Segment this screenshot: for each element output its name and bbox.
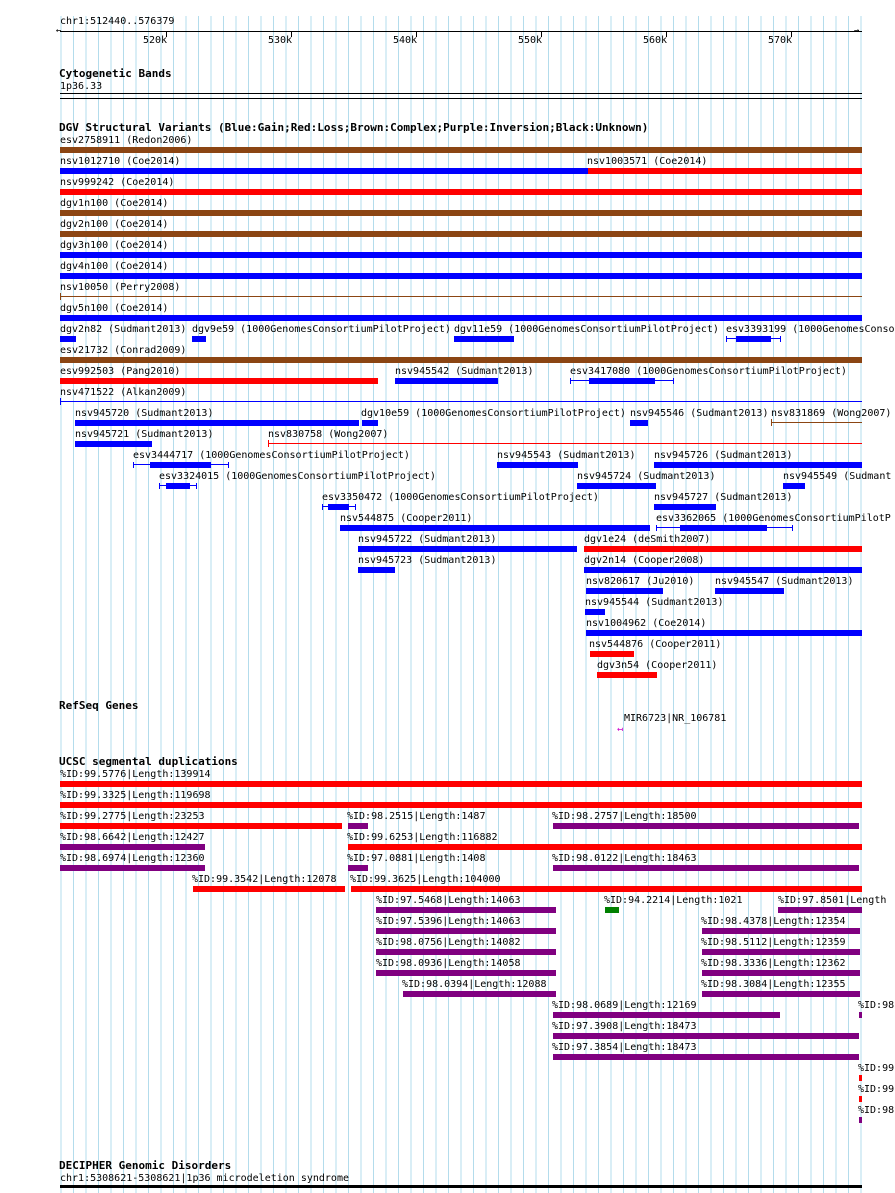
dgv-feature-label[interactable]: nsv945726 (Sudmant2013) — [654, 450, 793, 461]
segdup-feature-bar[interactable] — [348, 865, 368, 871]
dgv-feature-whisker-cap — [726, 336, 727, 342]
dgv-feature-bar[interactable] — [150, 462, 211, 468]
segdup-feature-label[interactable]: %ID:94.2214|Length:1021 — [604, 895, 743, 906]
segdup-feature-bar[interactable] — [778, 907, 862, 913]
segdup-feature-bar[interactable] — [553, 1012, 780, 1018]
dgv-feature-label[interactable]: nsv945546 (Sudmant2013) — [630, 408, 769, 419]
segdup-feature-bar[interactable] — [60, 802, 862, 808]
cytoband-bar-top — [60, 93, 862, 94]
dgv-feature-label[interactable]: esv3444717 (1000GenomesConsortiumPilotProject) — [133, 450, 410, 461]
dgv-feature-bar[interactable] — [192, 336, 206, 342]
ruler-left-arrow-icon[interactable]: ← — [56, 26, 62, 36]
segdup-feature-label[interactable]: %ID:97.3908|Length:18473 — [552, 1021, 697, 1032]
dgv-feature-label[interactable]: dgv11e59 (1000GenomesConsortiumPilotProject) — [454, 324, 719, 335]
ruler-right-arrow-icon[interactable]: → — [854, 26, 860, 36]
dgv-feature-label[interactable]: esv3393199 (1000GenomesConso — [726, 324, 895, 335]
dgv-feature-label[interactable]: esv3350472 (1000GenomesConsortiumPilotProject) — [322, 492, 599, 503]
segdup-feature-bar[interactable] — [553, 1054, 859, 1060]
dgv-feature-label[interactable]: dgv1n100 (Coe2014) — [60, 198, 169, 209]
segdup-feature-bar[interactable] — [193, 886, 345, 892]
dgv-feature-bar-end — [771, 419, 772, 426]
dgv-feature-bar[interactable] — [586, 588, 663, 594]
segdup-feature-label[interactable]: %ID:99.3542|Length:12078 — [192, 874, 337, 885]
segdup-feature-label[interactable]: %ID:98.4378|Length:12354 — [701, 916, 846, 927]
dgv-feature-label[interactable]: nsv820617 (Ju2010) — [586, 576, 695, 587]
dgv-feature-whisker-cap — [133, 462, 134, 468]
dgv-feature-label[interactable]: nsv945544 (Sudmant2013) — [585, 597, 724, 608]
dgv-feature-bar[interactable] — [630, 420, 648, 426]
segdup-feature-label[interactable]: %ID:98.0936|Length:14058 — [376, 958, 521, 969]
ruler-tick-label: 570k — [768, 35, 793, 46]
dgv-feature-bar[interactable] — [577, 483, 656, 489]
dgv-feature-label[interactable]: nsv830758 (Wong2007) — [268, 429, 389, 440]
dgv-feature-bar[interactable] — [60, 168, 588, 174]
ruler-position-label: chr1:512440..576379 — [60, 16, 175, 27]
segdup-feature-label[interactable]: %ID:98.3336|Length:12362 — [701, 958, 846, 969]
dgv-track-title[interactable]: DGV Structural Variants (Blue:Gain;Red:Loss;Brown:Complex;Purple:Inversion;Black:Unknown) — [59, 121, 649, 134]
segdup-feature-bar[interactable] — [60, 844, 205, 850]
dgv-feature-bar[interactable] — [454, 336, 514, 342]
dgv-feature-label[interactable]: esv21732 (Conrad2009) — [60, 345, 187, 356]
dgv-feature-label[interactable]: nsv945542 (Sudmant2013) — [395, 366, 534, 377]
dgv-feature-bar[interactable] — [654, 504, 716, 510]
segdup-feature-bar[interactable] — [60, 823, 342, 829]
dgv-feature-whisker-cap — [322, 504, 323, 510]
segdup-feature-label[interactable]: %ID:97.3854|Length:18473 — [552, 1042, 697, 1053]
segdup-feature-bar[interactable] — [376, 928, 556, 934]
dgv-feature-bar[interactable] — [268, 443, 862, 444]
segdup-feature-label[interactable]: %ID:97.5468|Length:14063 — [376, 895, 521, 906]
dgv-feature-label[interactable]: dgv2n14 (Cooper2008) — [584, 555, 705, 566]
segdup-feature-label[interactable]: %ID:99.2775|Length:23253 — [60, 811, 205, 822]
segdup-feature-label[interactable]: %ID:98 — [858, 1000, 895, 1011]
dgv-feature-label[interactable]: nsv10050 (Perry2008) — [60, 282, 181, 293]
dgv-feature-label[interactable]: nsv1012710 (Coe2014) — [60, 156, 181, 167]
cytoband-track-title[interactable]: Cytogenetic Bands — [59, 67, 172, 80]
segdup-feature-bar[interactable] — [702, 928, 860, 934]
segdup-feature-label[interactable]: %ID:98.0689|Length:12169 — [552, 1000, 697, 1011]
segdup-feature-bar[interactable] — [553, 823, 859, 829]
dgv-feature-label[interactable]: nsv945549 (Sudmant — [783, 471, 892, 482]
dgv-feature-whisker-cap — [159, 483, 160, 489]
segdup-feature-bar[interactable] — [348, 823, 368, 829]
segdup-track-title[interactable]: UCSC segmental duplications — [59, 755, 238, 768]
decipher-track-title[interactable]: DECIPHER Genomic Disorders — [59, 1159, 232, 1172]
segdup-feature-label[interactable]: %ID:99.3325|Length:119698 — [60, 790, 211, 801]
dgv-feature-label[interactable]: nsv1004962 (Coe2014) — [586, 618, 707, 629]
refseq-gene-label[interactable]: MIR6723|NR_106781 — [624, 713, 727, 724]
segdup-feature-bar[interactable] — [553, 865, 859, 871]
segdup-feature-bar[interactable] — [348, 844, 862, 850]
cytoband-label[interactable]: 1p36.33 — [60, 81, 103, 92]
ruler-tick-label: 540k — [393, 35, 418, 46]
segdup-feature-label[interactable]: %ID:97.8501|Length — [778, 895, 887, 906]
ruler-axis-line — [60, 31, 862, 32]
segdup-feature-bar[interactable] — [376, 907, 556, 913]
dgv-feature-label[interactable]: dgv5n100 (Coe2014) — [60, 303, 169, 314]
dgv-feature-label[interactable]: nsv945547 (Sudmant2013) — [715, 576, 854, 587]
dgv-feature-bar[interactable] — [60, 378, 378, 384]
dgv-feature-label[interactable]: dgv10e59 (1000GenomesConsortiumPilotProject) — [361, 408, 626, 419]
dgv-feature-bar[interactable] — [783, 483, 805, 489]
dgv-feature-whisker-cap — [355, 504, 356, 510]
segdup-feature-label[interactable]: %ID:97.5396|Length:14063 — [376, 916, 521, 927]
dgv-feature-bar[interactable] — [586, 630, 862, 636]
dgv-feature-bar[interactable] — [60, 231, 862, 237]
segdup-feature-bar[interactable] — [60, 781, 862, 787]
dgv-feature-bar[interactable] — [588, 168, 862, 174]
dgv-feature-bar[interactable] — [60, 189, 862, 195]
dgv-feature-bar[interactable] — [358, 567, 395, 573]
segdup-feature-bar[interactable] — [859, 1012, 862, 1018]
segdup-feature-label[interactable]: %ID:98.0122|Length:18463 — [552, 853, 697, 864]
dgv-feature-bar[interactable] — [597, 672, 657, 678]
dgv-feature-bar[interactable] — [715, 588, 784, 594]
dgv-feature-label[interactable]: nsv471522 (Alkan2009) — [60, 387, 187, 398]
segdup-feature-label[interactable]: %ID:99 — [858, 1063, 895, 1074]
dgv-feature-label[interactable]: nsv945727 (Sudmant2013) — [654, 492, 793, 503]
dgv-feature-label[interactable]: nsv544875 (Cooper2011) — [340, 513, 473, 524]
dgv-feature-bar[interactable] — [75, 420, 359, 426]
ruler-tick-label: 560k — [643, 35, 668, 46]
dgv-feature-bar[interactable] — [590, 651, 634, 657]
segdup-feature-bar[interactable] — [403, 991, 556, 997]
dgv-feature-bar[interactable] — [328, 504, 349, 510]
dgv-feature-bar[interactable] — [680, 525, 767, 531]
dgv-feature-label[interactable]: esv992503 (Pang2010) — [60, 366, 181, 377]
dgv-feature-label[interactable]: dgv4n100 (Coe2014) — [60, 261, 169, 272]
dgv-feature-bar[interactable] — [585, 609, 605, 615]
dgv-feature-label[interactable]: dgv1e24 (deSmith2007) — [584, 534, 711, 545]
segdup-feature-bar[interactable] — [702, 991, 860, 997]
dgv-feature-whisker-cap — [228, 462, 229, 468]
dgv-feature-whisker-cap — [673, 378, 674, 384]
segdup-feature-label[interactable]: %ID:99.6253|Length:116882 — [347, 832, 498, 843]
dgv-feature-label[interactable]: esv3362065 (1000GenomesConsortiumPilotP — [656, 513, 891, 524]
segdup-feature-label[interactable]: %ID:98.2515|Length:1487 — [347, 811, 486, 822]
decipher-feature-label[interactable]: chr1:5308621-5308621|1p36 microdeletion syndrome — [60, 1173, 349, 1184]
dgv-feature-whisker-cap — [196, 483, 197, 489]
dgv-feature-bar[interactable] — [358, 546, 577, 552]
segdup-feature-label[interactable]: %ID:98.6974|Length:12360 — [60, 853, 205, 864]
dgv-feature-label[interactable]: dgv2n82 (Sudmant2013) — [60, 324, 187, 335]
segdup-feature-label[interactable]: %ID:98.0394|Length:12088 — [402, 979, 547, 990]
dgv-feature-label[interactable]: esv3324015 (1000GenomesConsortiumPilotProject) — [159, 471, 436, 482]
dgv-feature-bar[interactable] — [654, 462, 862, 468]
dgv-feature-bar[interactable] — [497, 462, 578, 468]
segdup-feature-bar[interactable] — [605, 907, 619, 913]
segdup-feature-label[interactable]: %ID:97.0881|Length:1408 — [347, 853, 486, 864]
segdup-feature-label[interactable]: %ID:99.5776|Length:139914 — [60, 769, 211, 780]
segdup-feature-bar[interactable] — [859, 1117, 862, 1123]
segdup-feature-bar[interactable] — [351, 886, 862, 892]
dgv-feature-bar[interactable] — [75, 441, 152, 447]
dgv-feature-bar[interactable] — [584, 567, 862, 573]
segdup-feature-bar[interactable] — [376, 970, 556, 976]
segdup-feature-bar[interactable] — [702, 970, 860, 976]
dgv-feature-label[interactable]: dgv3n54 (Cooper2011) — [597, 660, 718, 671]
dgv-feature-label[interactable]: nsv544876 (Cooper2011) — [589, 639, 722, 650]
segdup-feature-bar[interactable] — [553, 1033, 859, 1039]
dgv-feature-label[interactable]: dgv9e59 (1000GenomesConsortiumPilotProject) — [192, 324, 451, 335]
ruler-tick-label: 530k — [268, 35, 293, 46]
segdup-feature-bar[interactable] — [702, 949, 860, 955]
dgv-feature-label[interactable]: nsv945543 (Sudmant2013) — [497, 450, 636, 461]
segdup-feature-label[interactable]: %ID:99.3625|Length:104000 — [350, 874, 501, 885]
dgv-feature-bar[interactable] — [60, 401, 862, 402]
dgv-feature-label[interactable]: nsv945722 (Sudmant2013) — [358, 534, 497, 545]
dgv-feature-label[interactable]: nsv945720 (Sudmant2013) — [75, 408, 214, 419]
dgv-feature-bar[interactable] — [395, 378, 498, 384]
ruler-tick-label: 520k — [143, 35, 168, 46]
segdup-feature-label[interactable]: %ID:98.3084|Length:12355 — [701, 979, 846, 990]
dgv-feature-label[interactable]: dgv2n100 (Coe2014) — [60, 219, 169, 230]
dgv-feature-bar[interactable] — [60, 210, 862, 216]
dgv-feature-whisker-cap — [792, 525, 793, 531]
segdup-feature-bar[interactable] — [376, 949, 556, 955]
dgv-feature-label[interactable]: dgv3n100 (Coe2014) — [60, 240, 169, 251]
dgv-feature-bar[interactable] — [60, 336, 76, 342]
dgv-feature-bar[interactable] — [60, 357, 862, 363]
dgv-feature-bar[interactable] — [584, 546, 862, 552]
dgv-feature-bar[interactable] — [771, 422, 862, 423]
ruler-tick-label: 550k — [518, 35, 543, 46]
segdup-feature-bar[interactable] — [859, 1096, 862, 1102]
dgv-feature-whisker-cap — [780, 336, 781, 342]
segdup-feature-label[interactable]: %ID:99 — [858, 1084, 895, 1095]
gene-strand-arrow-icon[interactable]: ↤ — [617, 724, 624, 735]
segdup-feature-label[interactable]: %ID:98.2757|Length:18500 — [552, 811, 697, 822]
dgv-feature-bar[interactable] — [60, 147, 862, 153]
dgv-feature-bar[interactable] — [60, 315, 862, 321]
decipher-feature-bar[interactable] — [60, 1185, 862, 1188]
dgv-feature-whisker-cap — [656, 525, 657, 531]
dgv-feature-bar-end — [60, 293, 61, 300]
dgv-feature-label[interactable]: nsv831869 (Wong2007) — [771, 408, 892, 419]
dgv-feature-bar[interactable] — [60, 273, 862, 279]
dgv-feature-label[interactable]: nsv999242 (Coe2014) — [60, 177, 175, 188]
refseq-track-title[interactable]: RefSeq Genes — [59, 699, 139, 712]
segdup-feature-label[interactable]: %ID:98.5112|Length:12359 — [701, 937, 846, 948]
dgv-feature-bar[interactable] — [60, 296, 862, 297]
segdup-feature-label[interactable]: %ID:98.0756|Length:14082 — [376, 937, 521, 948]
segdup-feature-bar[interactable] — [60, 865, 205, 871]
dgv-feature-bar-end — [60, 398, 61, 405]
dgv-feature-bar[interactable] — [60, 252, 862, 258]
cytoband-bar-bottom — [60, 98, 862, 99]
dgv-feature-bar-end — [268, 440, 269, 447]
dgv-feature-bar[interactable] — [340, 525, 650, 531]
segdup-feature-label[interactable]: %ID:98 — [858, 1105, 895, 1116]
dgv-feature-whisker-cap — [570, 378, 571, 384]
dgv-feature-bar[interactable] — [736, 336, 771, 342]
dgv-feature-label[interactable]: nsv945724 (Sudmant2013) — [577, 471, 716, 482]
dgv-feature-label[interactable]: esv2758911 (Redon2006) — [60, 135, 193, 146]
segdup-feature-label[interactable]: %ID:98.6642|Length:12427 — [60, 832, 205, 843]
dgv-feature-bar[interactable] — [362, 420, 378, 426]
dgv-feature-bar[interactable] — [589, 378, 655, 384]
dgv-feature-bar[interactable] — [166, 483, 190, 489]
dgv-feature-label[interactable]: nsv945723 (Sudmant2013) — [358, 555, 497, 566]
segdup-feature-bar[interactable] — [859, 1075, 862, 1081]
dgv-feature-label[interactable]: nsv945721 (Sudmant2013) — [75, 429, 214, 440]
dgv-feature-label[interactable]: nsv1003571 (Coe2014) — [587, 156, 708, 167]
dgv-feature-label[interactable]: esv3417080 (1000GenomesConsortiumPilotProject) — [570, 366, 847, 377]
